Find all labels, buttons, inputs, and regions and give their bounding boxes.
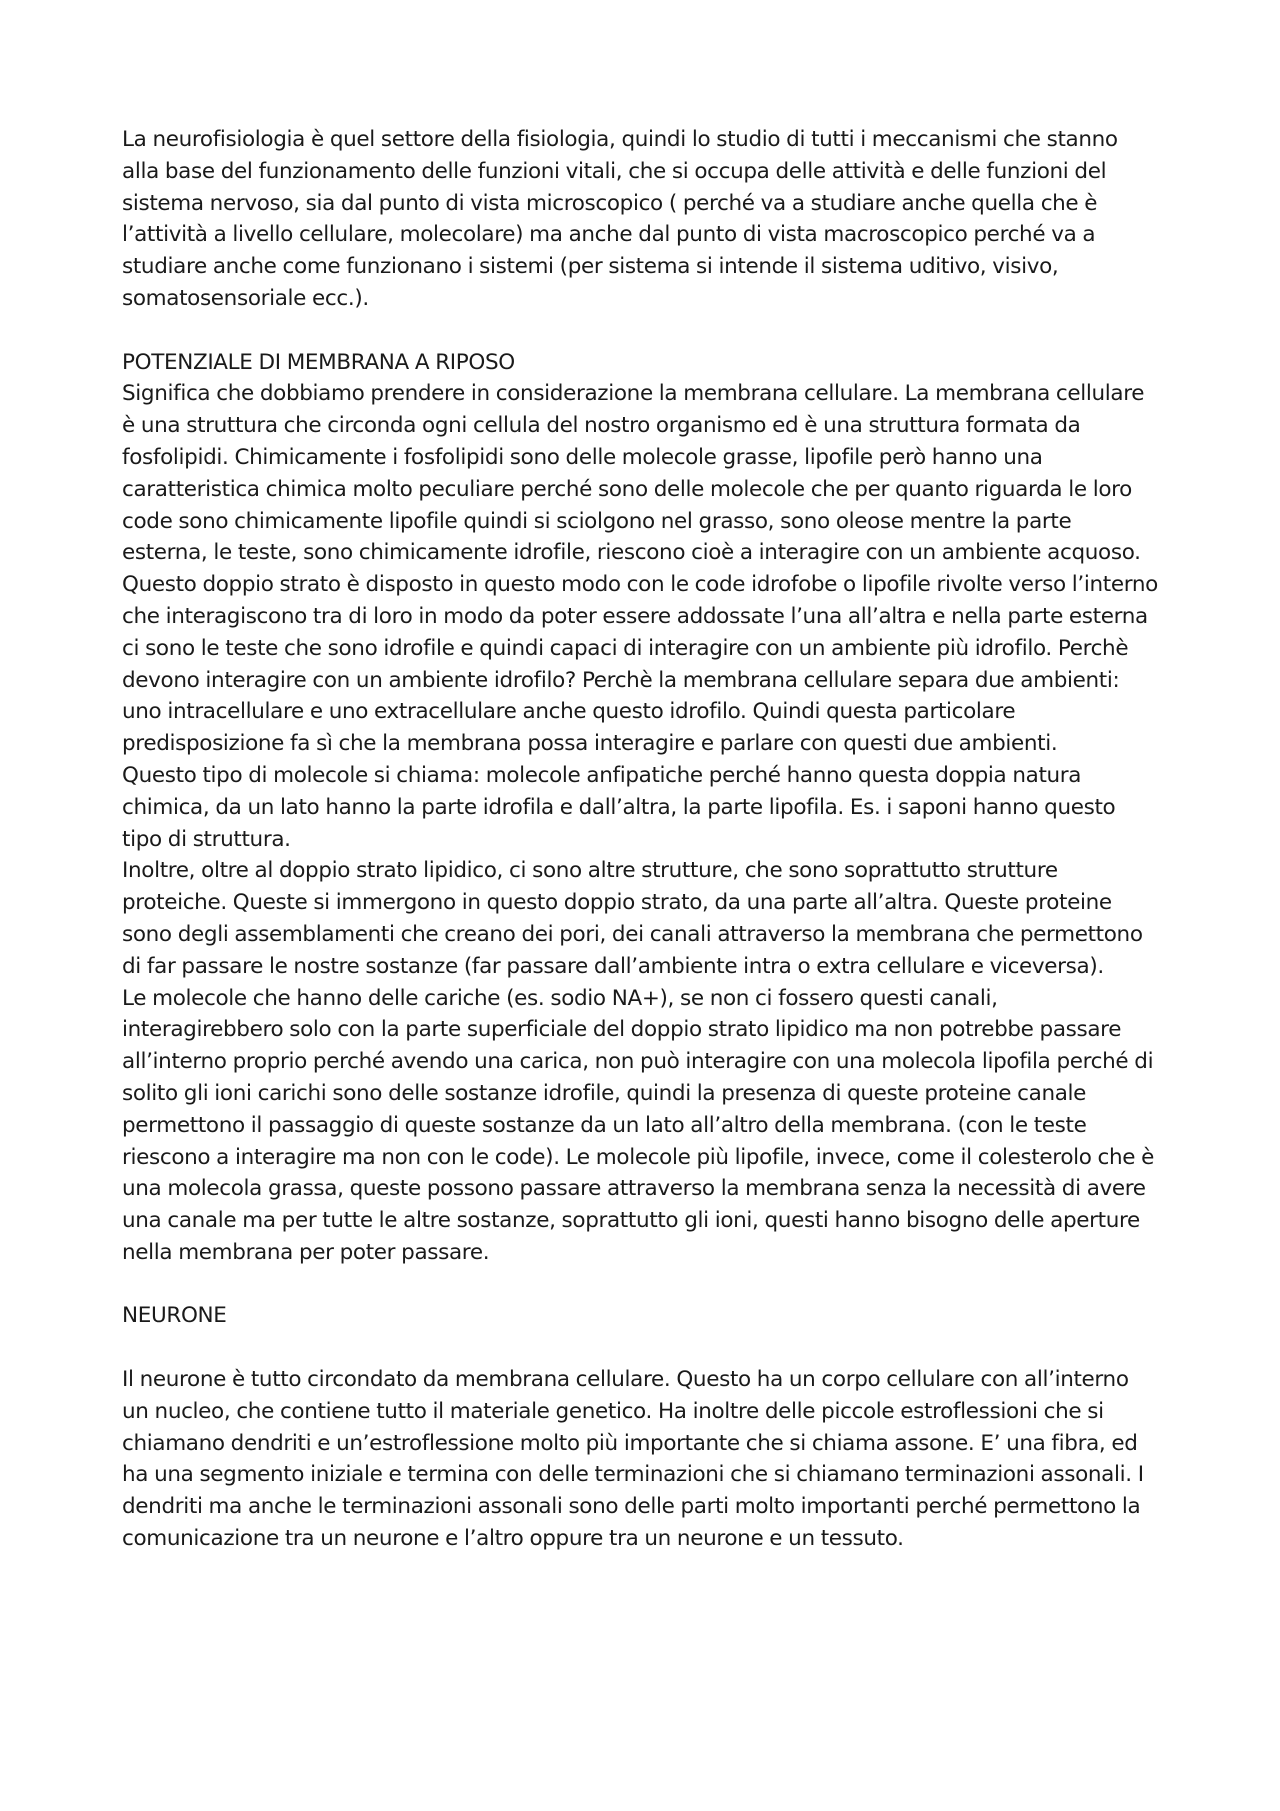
document-body (122, 124, 1158, 1555)
section-heading-potenziale: POTENZIALE DI MEMBRANA A RIPOSO (122, 349, 515, 375)
membrana-paragraph-4: Le molecole che hanno delle cariche (es. sodio NA+), se non ci fossero questi canali, interagirebbero solo con la parte superficiale del doppio strato lipidico ma non potrebbe passare all’interno proprio perché avendo una carica, non può interagire con una molecola lipofila perché di solito gli ioni carichi sono delle sostanze idrofile, quindi la presenza di queste proteine canale permettono il passaggio di queste sostanze da un lato all’altro della membrana. (con le teste riescono a interagire ma non con le code). Le molecole più lipofile, invece, come il colesterolo che è una molecola grassa, queste possono passare attraverso la membrana senza la necessità di avere una canale ma per tutte le altre sostanze, soprattutto gli ioni, questi hanno bisogno delle aperture nella membrana per poter passare. (122, 985, 1155, 1265)
membrana-paragraph-3: Inoltre, oltre al doppio strato lipidico, ci sono altre strutture, che sono soprattutto strutture proteiche. Queste si immergono in questo doppio strato, da una parte all’altra. Queste proteine sono degli assemblamenti che creano dei pori, dei canali attraverso la membrana che permettono di far passare le nostre sostanze (far passare dall’ambiente intra o extra cellulare e viceversa). (122, 858, 1143, 979)
intro-paragraph: La neurofisiologia è quel settore della fisiologia, quindi lo studio di tutti i meccanismi che stanno alla base del funzionamento delle funzioni vitali, che si occupa delle attività e delle funzioni del sistema nervoso, sia dal punto di vista microscopico ( perché va a studiare anche quella che è l’attività a livello cellulare, molecolare) ma anche dal punto di vista macroscopico perché va a studiare anche come funzionano i sistemi (per sistema si intende il sistema uditivo, visivo, somatosensoriale ecc.). (122, 127, 1118, 311)
membrana-paragraph-2: Questo tipo di molecole si chiama: molecole anfipatiche perché hanno questa doppia natura chimica, da un lato hanno la parte idrofila e dall’altra, la parte lipofila. Es. i saponi hanno questo tipo di struttura. (122, 762, 1116, 852)
blank-line (122, 315, 1158, 347)
blank-line (122, 1332, 1158, 1364)
section-heading-neurone: NEURONE (122, 1303, 227, 1329)
blank-line (122, 1269, 1158, 1301)
membrana-paragraph-1: Significa che dobbiamo prendere in considerazione la membrana cellulare. La membrana cellulare è una struttura che circonda ogni cellula del nostro organismo ed è una struttura formata da fosfolipidi. Chimicamente i fosfolipidi sono delle molecole grasse, lipofile però hanno una caratteristica chimica molto peculiare perché sono delle molecole che per quanto riguarda le loro code sono chimicamente lipofile quindi si sciolgono nel grasso, sono oleose mentre la parte esterna, le teste, sono chimicamente idrofile, riescono cioè a interagire con un ambiente acquoso. Questo doppio strato è disposto in questo modo con le code idrofobe o lipofile rivolte verso l’interno che interagiscono tra di loro in modo da poter essere addossate l’una all’altra e nella parte esterna ci sono le teste che sono idrofile e quindi capaci di interagire con un ambiente più idrofilo. Perchè devono interagire con un ambiente idrofilo? Perchè la membrana cellulare separa due ambienti: uno intracellulare e uno extracellulare anche questo idrofilo. Quindi questa particolare predisposizione fa sì che la membrana possa interagire e parlare con questi due ambienti. (122, 381, 1158, 757)
neurone-paragraph: Il neurone è tutto circondato da membrana cellulare. Questo ha un corpo cellulare con all’interno un nucleo, che contiene tutto il materiale genetico. Ha inoltre delle piccole estroflessioni che si chiamano dendriti e un’estroflessione molto più importante che si chiama assone. E’ una fibra, ed ha una segmento iniziale e termina con delle terminazioni che si chiamano terminazioni assonali. I dendriti ma anche le terminazioni assonali sono delle parti molto importanti perché permettono la comunicazione tra un neurone e l’altro oppure tra un neurone e un tessuto. (122, 1367, 1144, 1552)
